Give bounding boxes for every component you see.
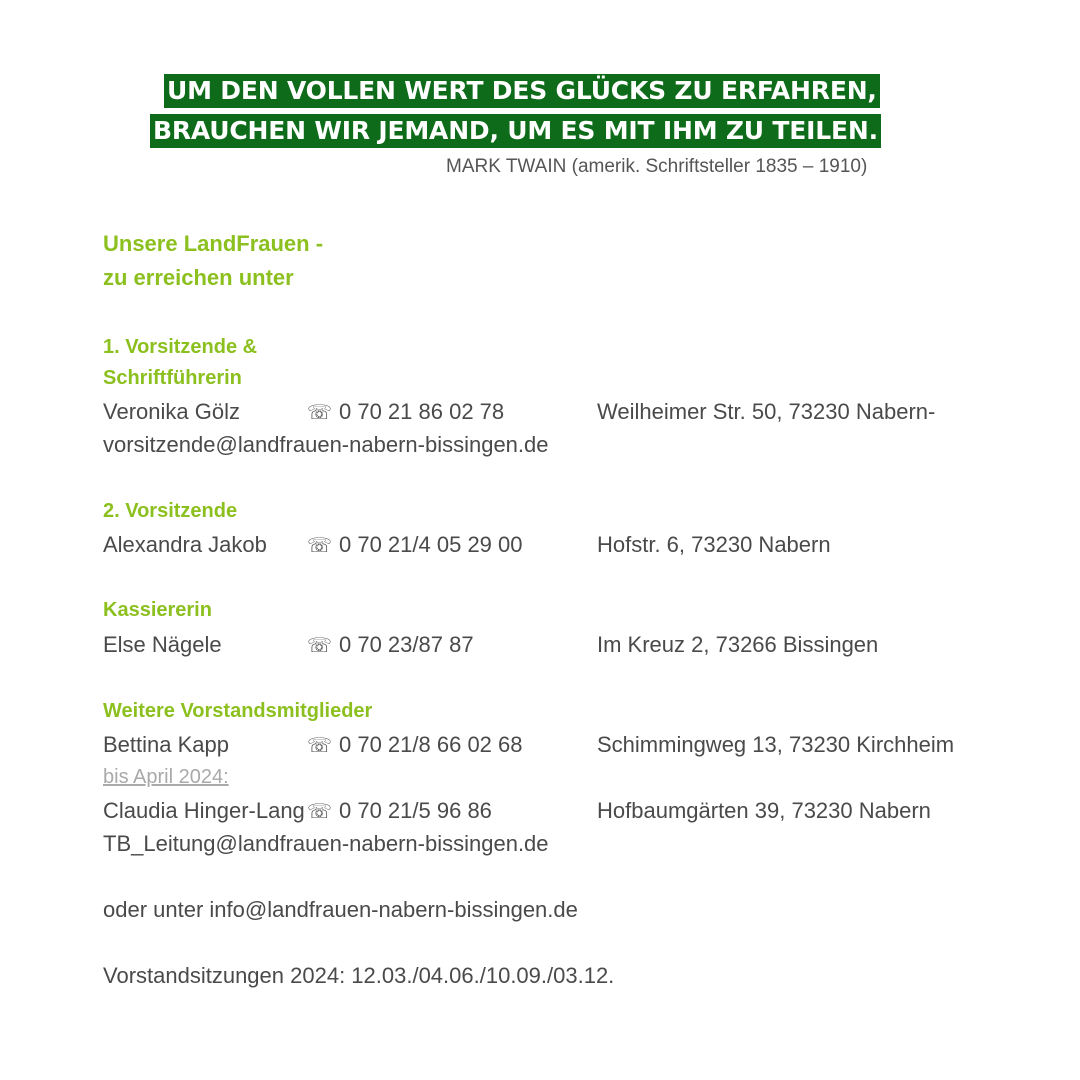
quote-line-2: BRAUCHEN WIR JEMAND, UM ES MIT IHM ZU TEILEN. [150, 114, 881, 148]
meeting-dates: Vorstandsitzungen 2024: 12.03./04.06./10.09./03.12. [103, 963, 615, 988]
phone-icon: ☏ [307, 733, 333, 757]
contact-address: Schimmingweg 13, 73230 Kirchheim [597, 732, 955, 757]
note-bis-april: bis April 2024: [103, 766, 229, 788]
contact-address: Weilheimer Str. 50, 73230 Nabern- [597, 399, 936, 424]
section-title-vorsitzende-1: 1. Vorsitzende & [103, 336, 258, 358]
contact-phone[interactable] [307, 396, 504, 428]
intro-heading-line-1: Unsere LandFrauen - [103, 231, 324, 256]
contact-phone[interactable] [307, 529, 523, 561]
contact-name: Claudia Hinger-Lang [103, 798, 305, 823]
contact-name: Else Nägele [103, 632, 222, 657]
contact-address: Im Kreuz 2, 73266 Bissingen [597, 632, 879, 657]
contact-name: Veronika Gölz [103, 399, 240, 424]
section-title-schriftfuehrerin: Schriftführerin [103, 367, 242, 389]
phone-icon: ☏ [307, 400, 333, 424]
phone-number: 0 70 23/87 87 [339, 632, 474, 657]
phone-icon: ☏ [307, 799, 333, 823]
intro-heading-line-2: zu erreichen unter [103, 265, 294, 290]
phone-number: 0 70 21 86 02 78 [339, 399, 505, 424]
section-title-vorsitzende-2: 2. Vorsitzende [103, 500, 238, 522]
phone-number: 0 70 21/4 05 29 00 [339, 532, 523, 557]
email-link-tb-leitung[interactable]: TB_Leitung@landfrauen-nabern-bissingen.de [103, 831, 549, 856]
general-contact-email[interactable]: oder unter info@landfrauen-nabern-bissingen.de [103, 897, 578, 922]
contact-phone[interactable] [307, 729, 523, 761]
quote-attribution: MARK TWAIN (amerik. Schriftsteller 1835 – 1910) [446, 156, 868, 177]
section-title-kassiererin: Kassiererin [103, 599, 212, 621]
section-title-weitere: Weitere Vorstandsmitglieder [103, 700, 373, 722]
contact-address: Hofstr. 6, 73230 Nabern [597, 532, 831, 557]
contact-name: Alexandra Jakob [103, 532, 267, 557]
email-link-vorsitzende[interactable]: vorsitzende@landfrauen-nabern-bissingen.de [103, 432, 549, 457]
phone-icon: ☏ [307, 633, 333, 657]
contact-address: Hofbaumgärten 39, 73230 Nabern [597, 798, 931, 823]
contact-phone[interactable] [307, 629, 474, 661]
contact-phone[interactable] [307, 795, 492, 827]
contact-name: Bettina Kapp [103, 732, 229, 757]
phone-number: 0 70 21/5 96 86 [339, 798, 492, 823]
phone-number: 0 70 21/8 66 02 68 [339, 732, 523, 757]
phone-icon: ☏ [307, 533, 333, 557]
quote-line-1: UM DEN VOLLEN WERT DES GLÜCKS ZU ERFAHREN, [164, 74, 880, 108]
